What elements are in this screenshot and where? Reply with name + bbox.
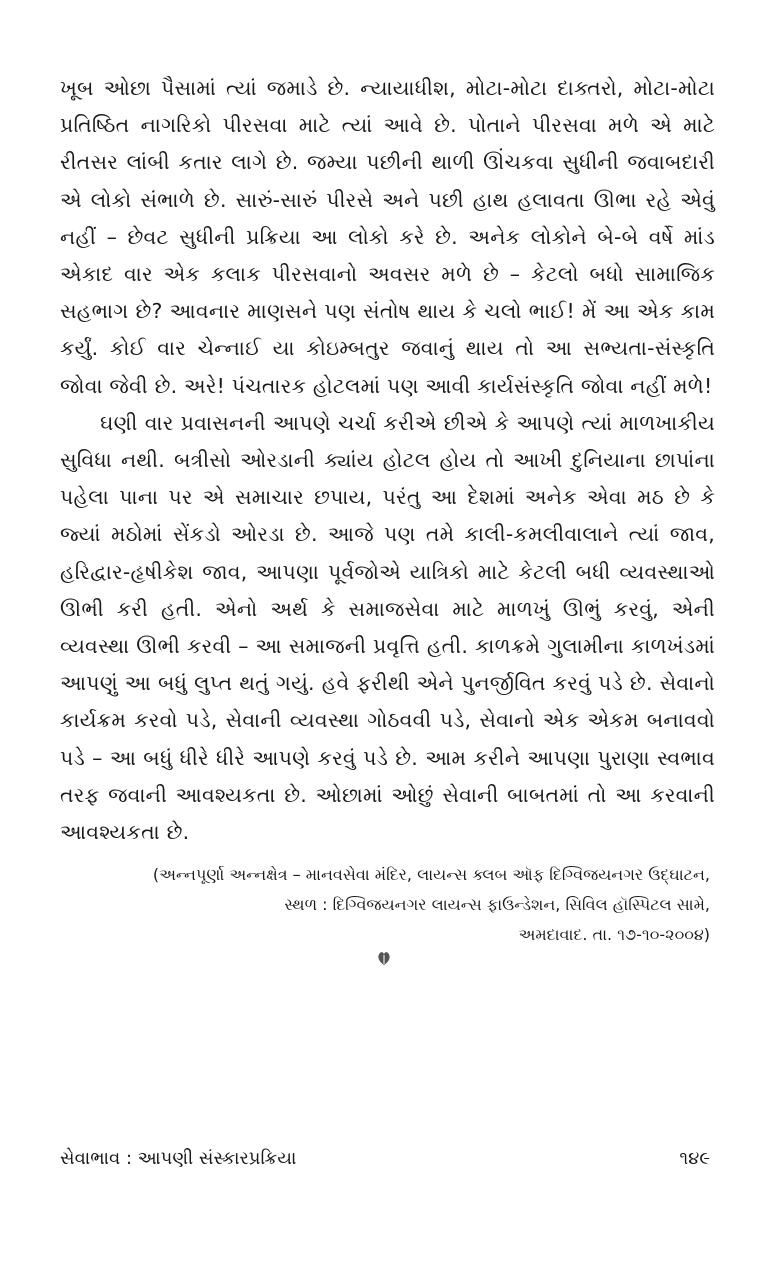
paragraph-2: ઘણી વાર પ્રવાસનની આપણે ચર્ચા કરીએ છીએ કે આપણે ત્યાં માળખાકીય સુવિધા નથી. બત્રીસો ઓરડાની ક્યાંય હોટલ હોય તો આખી દુનિયાના છાપાંના પહેલા પાના પર એ સમાચાર છપાય, પરંતુ આ દેશમાં અનેક એવા મઠ છે કે જ્યાં મઠોમાં સેંકડો ઓરડા છે. આજે પણ તમે કાલી-કમલીવાલાને ત્યાં જાવ, હરિદ્વાર-હૃષીકેશ જાવ, આપણા પૂર્વજોએ યાત્રિકો માટે કેટલી બધી વ્યવસ્થાઓ ઊભી કરી હતી. એનો અર્થ કે સમાજસેવા માટે માળખું ઊભું કરવું, એની વ્યવસ્થા ઊભી કરવી – આ સમાજની પ્રવૃત્તિ હતી. કાળક્રમે ગુલામીના કાળખંડમાં આપણું આ બધું લુપ્ત થતું ગયું. હવે ફરીથી એને પુનર્જીવિત કરવું પડે છે. સેવાનો કાર્યક્રમ કરવો પડે, સેવાની વ્યવસ્થા ગોઠવવી પડે, સેવાનો એક એકમ બનાવવો પડે – આ બધું ધીરે ધીરે આપણે કરવું પડે છે. આમ કરીને આપણા પુરાણા સ્વભાવ તરફ જવાની આવશ્યકતા છે. ઓછામાં ઓછું સેવાની બાબતમાં તો આ કરવાની આવશ્યકતા છે. — [60, 410, 715, 845]
citation-line-2: સ્થળ : દિગ્વિજયનગર લાયન્સ ફાઉન્ડેશન, સિવિલ હૉસ્પિટલ સામે, — [284, 895, 710, 914]
paragraph-1: ખૂબ ઓછા પૈસામાં ત્યાં જમાડે છે. ન્યાયાધીશ, મોટા-મોટા દાક્તરો, મોટા-મોટા પ્રતિષ્ઠિત નાગરિકો પીરસવા માટે ત્યાં આવે છે. પોતાને પીરસવા મળે એ માટે રીતસર લાંબી કતાર લાગે છે. જમ્યા પછીની થાળી ઊંચકવા સુધીની જવાબદારી એ લોકો સંભાળે છે. સારું-સારું પીરસે અને પછી હાથ હલાવતા ઊભા રહે એવું નહીં – છેવટ સુધીની પ્રક્રિયા આ લોકો કરે છે. અનેક લોકોને બે-બે વર્ષે માંડ એકાદ વાર એક કલાક પીરસવાનો અવસર મળે છે – કેટલો બધો સામાજિક સહભાગ છે? આવનાર માણસને પણ સંતોષ થાય કે ચલો ભાઈ! મેં આ એક કામ કર્યું. કોઈ વાર ચેન્નાઈ યા કોઇમ્બતુર જવાનું થાય તો આ સભ્યતા-સંસ્કૃતિ જોવા જેવી છે. અરે! પંચતારક હોટલમાં પણ આવી કાર્યસંસ્કૃતિ જોવા નહીં મળે! — [60, 76, 715, 398]
running-title: સેવાભાવ : આપણી સંસ્કારપ્રક્રિયા — [60, 1148, 297, 1169]
leaf-ornament-icon — [374, 948, 394, 968]
body-text — [60, 70, 715, 851]
citation-line-3: અમદાવાદ. તા. ૧૭-૧૦-૨૦૦૪) — [518, 925, 710, 944]
page-footer — [60, 1148, 710, 1178]
citation — [90, 860, 710, 950]
citation-line-1: (અન્નપૂર્ણા અન્નક્ષેત્ર – માનવસેવા મંદિર, લાયન્સ ક્લબ ઑફ દિગ્વિજયનગર ઉદ્‌ઘાટન, — [152, 865, 710, 884]
page-number: ૧૪૯ — [679, 1148, 710, 1169]
